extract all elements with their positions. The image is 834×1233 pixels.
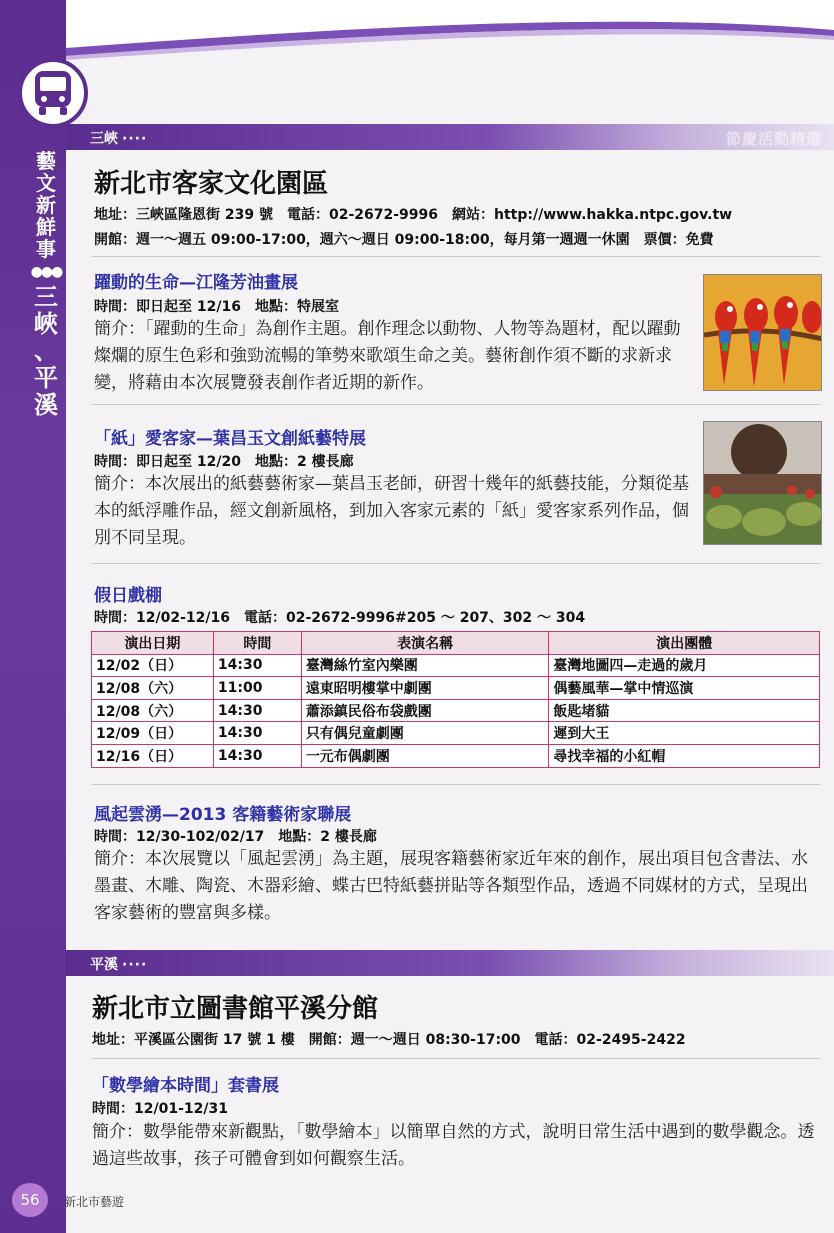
section-dots: ···· [122,957,148,973]
event-description: 簡介：數學能帶來新觀點，「數學繪本」以簡單自然的方式，說明日常生活中遇到的數學觀念。透過這些故事，孩子可體會到如何觀察生活。 [92,1122,815,1169]
section-dots: ···· [122,131,148,147]
column-header: 演出團體 [549,632,820,655]
table-cell: 飯匙堵貓 [549,699,820,722]
region-char: 峽 [34,310,58,338]
venue-title: 新北市立圖書館平溪分館 [92,994,379,1024]
event-meta: 時間：即日起至 12/16 地點：特展室 [94,299,339,315]
event-description: 簡介：「躍動的生命」為創作主題。創作理念以動物、人物等為題材，配以躍動燦爛的原生色彩和強勁流暢的筆勢來歌頌生命之美。藝術創作須不斷的求新求變，將藉由本次展覽發表創作者近期的新作。 [94,319,681,393]
section-label-text: 三峽 [90,131,118,147]
table-cell: 一元布偶劇團 [301,744,549,767]
parrots-painting-image [703,274,822,391]
table-row [92,744,820,767]
section-label [90,128,147,148]
table-cell: 遲到大王 [549,722,820,745]
bus-icon [18,58,88,128]
column-header: 演出日期 [92,632,214,655]
venue-info: 地址：三峽區隆恩街 239 號 電話：02-2672-9996 網站：http://www.hakka.ntpc.gov.tw [94,207,733,223]
table-cell: 11:00 [213,677,301,700]
footer-text: 新北市藝遊 [64,1195,125,1209]
table-cell: 遠東昭明樓掌中劇團 [301,677,549,700]
divider [92,784,820,785]
table-header-row [92,632,820,655]
table-cell: 12/16（日） [92,744,214,767]
section-label-text: 平溪 [90,957,118,973]
event-title: 「數學繪本時間」套書展 [92,1076,279,1096]
event-meta: 時間：12/01-12/31 [92,1101,228,1117]
column-header: 表演名稱 [301,632,549,655]
table-cell: 偶藝風華—掌中情巡演 [549,677,820,700]
table-cell: 12/08（六） [92,677,214,700]
page-number: 56 [12,1183,48,1217]
vertical-title-char: 文 [36,171,56,195]
table-cell: 蕭添鎮民俗布袋戲團 [301,699,549,722]
table-row [92,722,820,745]
table-cell: 14:30 [213,744,301,767]
event-title: 「紙」愛客家—葉昌玉文創紙藝特展 [94,429,366,449]
event-meta: 時間：即日起至 12/20 地點：2 樓長廊 [94,454,354,470]
vertical-title [26,150,66,419]
divider [92,563,820,564]
section-label [90,954,147,974]
venue-title: 新北市客家文化園區 [94,169,329,199]
region-char: 溪 [34,391,58,419]
table-cell: 臺灣地圖四—走過的歲月 [549,654,820,677]
event-meta: 時間：12/02-12/16 電話：02-2672-9996#205 ～ 207、302 ～ 304 [94,610,586,626]
vertical-title-char: 新 [36,193,56,217]
table-cell: 臺灣絲竹室內樂團 [301,654,549,677]
column-header: 時間 [213,632,301,655]
region-char: 三 [34,283,58,311]
table-cell: 12/02（日） [92,654,214,677]
paper-art-image [703,421,822,545]
table-cell: 14:30 [213,699,301,722]
region-char: 平 [34,364,58,392]
table-row [92,699,820,722]
header-swoosh [66,0,834,60]
table-cell: 尋找幸福的小紅帽 [549,744,820,767]
event-title: 假日戲棚 [94,586,162,606]
table-cell: 12/09（日） [92,722,214,745]
vertical-title-char: 藝 [36,149,56,173]
divider [92,404,820,405]
event-title: 風起雲湧—2013 客籍藝術家聯展 [94,805,352,825]
separator-dots: ●●● [30,264,62,280]
table-cell: 12/08（六） [92,699,214,722]
region-char: 、 [34,337,58,365]
vertical-title-char: 鮮 [36,215,56,239]
vertical-title-char: 事 [36,237,56,261]
section-ghost-text: 節慶活動精選 [725,130,822,148]
venue-info: 地址：平溪區公園街 17 號 1 樓 開館：週一～週日 08:30-17:00 電話：02-2495-2422 [92,1032,686,1048]
section-band-pingxi [66,950,834,976]
table-row [92,677,820,700]
table-row [92,654,820,677]
section-band-sanxia [66,124,834,150]
performance-schedule-table [91,631,820,768]
table-cell: 14:30 [213,654,301,677]
event-meta: 時間：12/30-102/02/17 地點：2 樓長廊 [94,829,377,845]
event-title: 躍動的生命—江隆芳油畫展 [94,273,298,293]
divider [92,1058,820,1059]
divider [92,256,820,257]
event-description: 簡介：本次展出的紙藝藝術家—葉昌玉老師，研習十幾年的紙藝技能，分類從基本的紙浮雕作品，經文創新風格，到加入客家元素的「紙」愛客家系列作品，個別不同呈現。 [94,474,689,548]
table-cell: 只有偶兒童劇團 [301,722,549,745]
event-description: 簡介：本次展覽以「風起雲湧」為主題，展現客籍藝術家近年來的創作，展出項目包含書法、水墨畫、木雕、陶瓷、木器彩繪、蝶古巴特紙藝拼貼等各類型作品，透過不同媒材的方式，呈現出客家藝術的豐富與多樣。 [94,849,808,923]
venue-info: 開館：週一～週五 09:00-17:00，週六～週日 09:00-18:00，每月第一週週一休園 票價：免費 [94,232,714,248]
table-cell: 14:30 [213,722,301,745]
